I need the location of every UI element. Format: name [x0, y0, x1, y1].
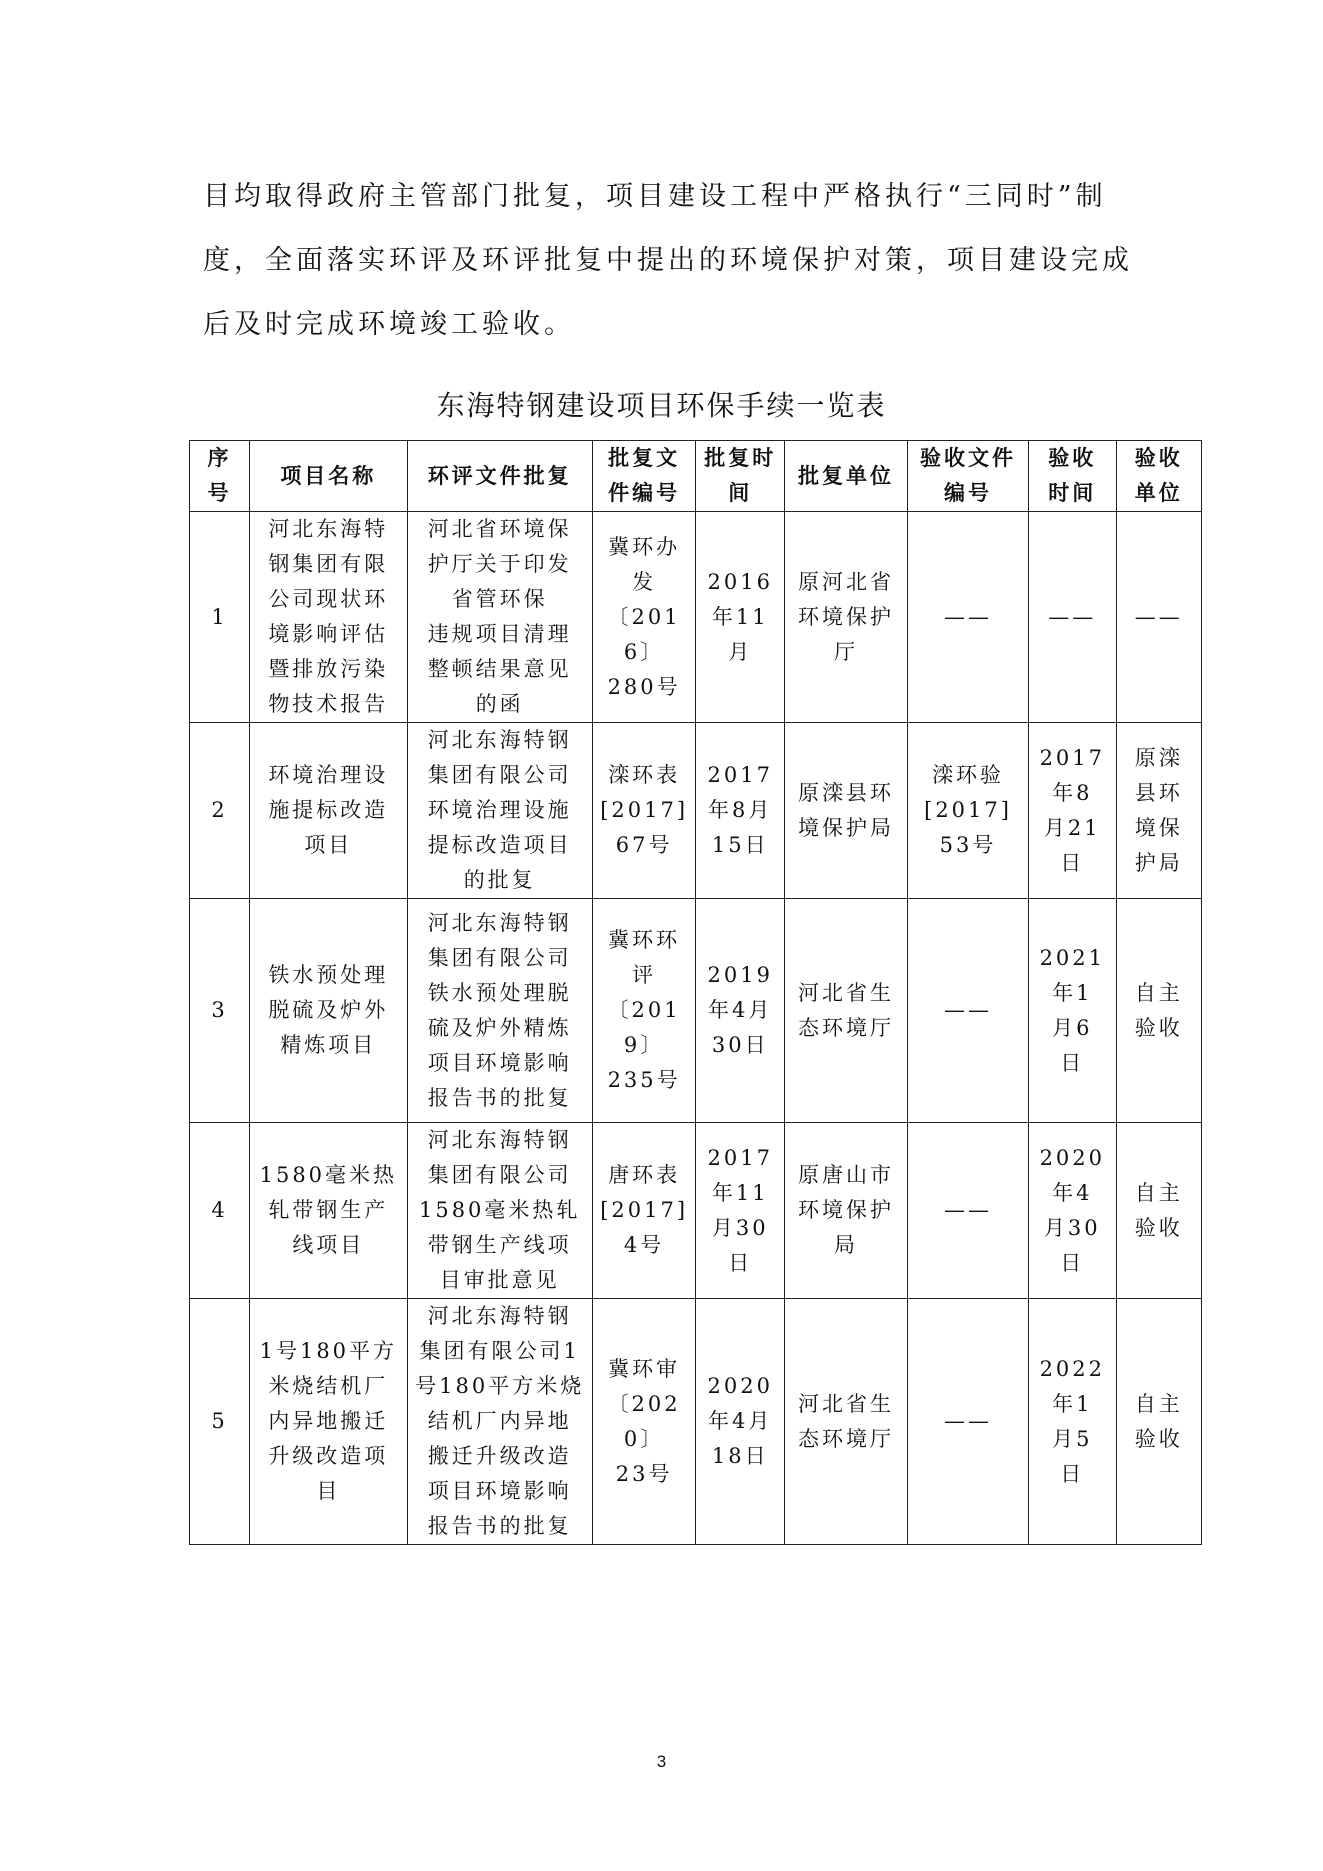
table-cell: 2016 年11 月 [696, 512, 784, 723]
table-cell: 1 [190, 512, 250, 723]
table-row [190, 1123, 1202, 1299]
table-cell: 河北省环境保 护厅关于印发 省管环保 违规项目清理 整顿结果意见 的函 [407, 512, 592, 723]
table-cell: 原唐山市 环境保护 局 [784, 1123, 907, 1299]
header-cell: 批复文 件编号 [592, 441, 696, 512]
table-cell: 1号180平方 米烧结机厂 内异地搬迁 升级改造项 目 [250, 1299, 408, 1545]
table-cell: 滦环验 [2017] 53号 [908, 723, 1029, 899]
page-number: 3 [656, 1752, 667, 1771]
table-cell: 2022 年1 月5 日 [1029, 1299, 1116, 1545]
table-cell: 2020 年4月 18日 [696, 1299, 784, 1545]
table-cell: 河北东海特钢 集团有限公司1 号180平方米烧 结机厂内异地 搬迁升级改造 项目环境影响 报告书的批复 [407, 1299, 592, 1545]
table-cell: 滦环表 [2017] 67号 [592, 723, 696, 899]
header-cell: 验收 单位 [1116, 441, 1201, 512]
environmental-permits-table [189, 440, 1202, 1545]
table-cell: 冀环环 评 〔2019〕 235号 [592, 899, 696, 1123]
table-cell: 1580毫米热 轧带钢生产 线项目 [250, 1123, 408, 1299]
table-cell: —— [908, 1299, 1029, 1545]
table-cell: 铁水预处理 脱硫及炉外 精炼项目 [250, 899, 408, 1123]
table-cell: 河北东海特钢 集团有限公司 铁水预处理脱 硫及炉外精炼 项目环境影响 报告书的批复 [407, 899, 592, 1123]
header-cell: 批复单位 [784, 441, 907, 512]
table-cell: —— [908, 899, 1029, 1123]
table-cell: 3 [190, 899, 250, 1123]
table-cell: 河北东海特 钢集团有限 公司现状环 境影响评估 暨排放污染 物技术报告 [250, 512, 408, 723]
header-cell: 验收文件 编号 [908, 441, 1029, 512]
table-cell: 河北省生 态环境厅 [784, 1299, 907, 1545]
table-row [190, 899, 1202, 1123]
table-cell: 5 [190, 1299, 250, 1545]
table-cell: 2020 年4 月30 日 [1029, 1123, 1116, 1299]
table-cell: 环境治理设 施提标改造 项目 [250, 723, 408, 899]
table-cell: 原河北省 环境保护 厅 [784, 512, 907, 723]
table-cell: 2017 年11 月30 日 [696, 1123, 784, 1299]
table-row [190, 1299, 1202, 1545]
table-cell: 原滦 县环 境保 护局 [1116, 723, 1201, 899]
header-cell: 环评文件批复 [407, 441, 592, 512]
table-cell: 河北东海特钢 集团有限公司 环境治理设施 提标改造项目 的批复 [407, 723, 592, 899]
table-cell: 2017 年8 月21 日 [1029, 723, 1116, 899]
body-paragraph [203, 165, 1143, 357]
table-cell: —— [1029, 512, 1116, 723]
table-cell: 2017 年8月 15日 [696, 723, 784, 899]
table-cell: 河北省生 态环境厅 [784, 899, 907, 1123]
table-cell: 2 [190, 723, 250, 899]
table-cell: —— [908, 1123, 1029, 1299]
table-cell: 自主 验收 [1116, 899, 1201, 1123]
table-cell: 原滦县环 境保护局 [784, 723, 907, 899]
table-row [190, 512, 1202, 723]
table-cell: —— [1116, 512, 1201, 723]
table-cell: 自主 验收 [1116, 1123, 1201, 1299]
table-cell: 自主 验收 [1116, 1299, 1201, 1545]
table-cell: 冀环审 〔2020〕 23号 [592, 1299, 696, 1545]
header-cell: 批复时 间 [696, 441, 784, 512]
header-cell: 项目名称 [250, 441, 408, 512]
table-cell: 4 [190, 1123, 250, 1299]
paragraph-line: 后及时完成环境竣工验收。 [203, 309, 575, 340]
table-row [190, 723, 1202, 899]
header-cell: 验收 时间 [1029, 441, 1116, 512]
table-cell: 2019 年4月 30日 [696, 899, 784, 1123]
paragraph-line: 目均取得政府主管部门批复，项目建设工程中严格执行“三同时”制 [203, 181, 1107, 212]
header-cell: 序 号 [190, 441, 250, 512]
paragraph-line: 度，全面落实环评及环评批复中提出的环境保护对策，项目建设完成 [203, 245, 1133, 276]
table-cell: —— [908, 512, 1029, 723]
table-cell: 河北东海特钢 集团有限公司 1580毫米热轧 带钢生产线项 目审批意见 [407, 1123, 592, 1299]
table-title: 东海特钢建设项目环保手续一览表 [436, 389, 887, 422]
table-cell: 唐环表 [2017] 4号 [592, 1123, 696, 1299]
header-row [190, 441, 1202, 512]
table-cell: 2021 年1 月6 日 [1029, 899, 1116, 1123]
table-cell: 冀环办 发 〔2016〕 280号 [592, 512, 696, 723]
